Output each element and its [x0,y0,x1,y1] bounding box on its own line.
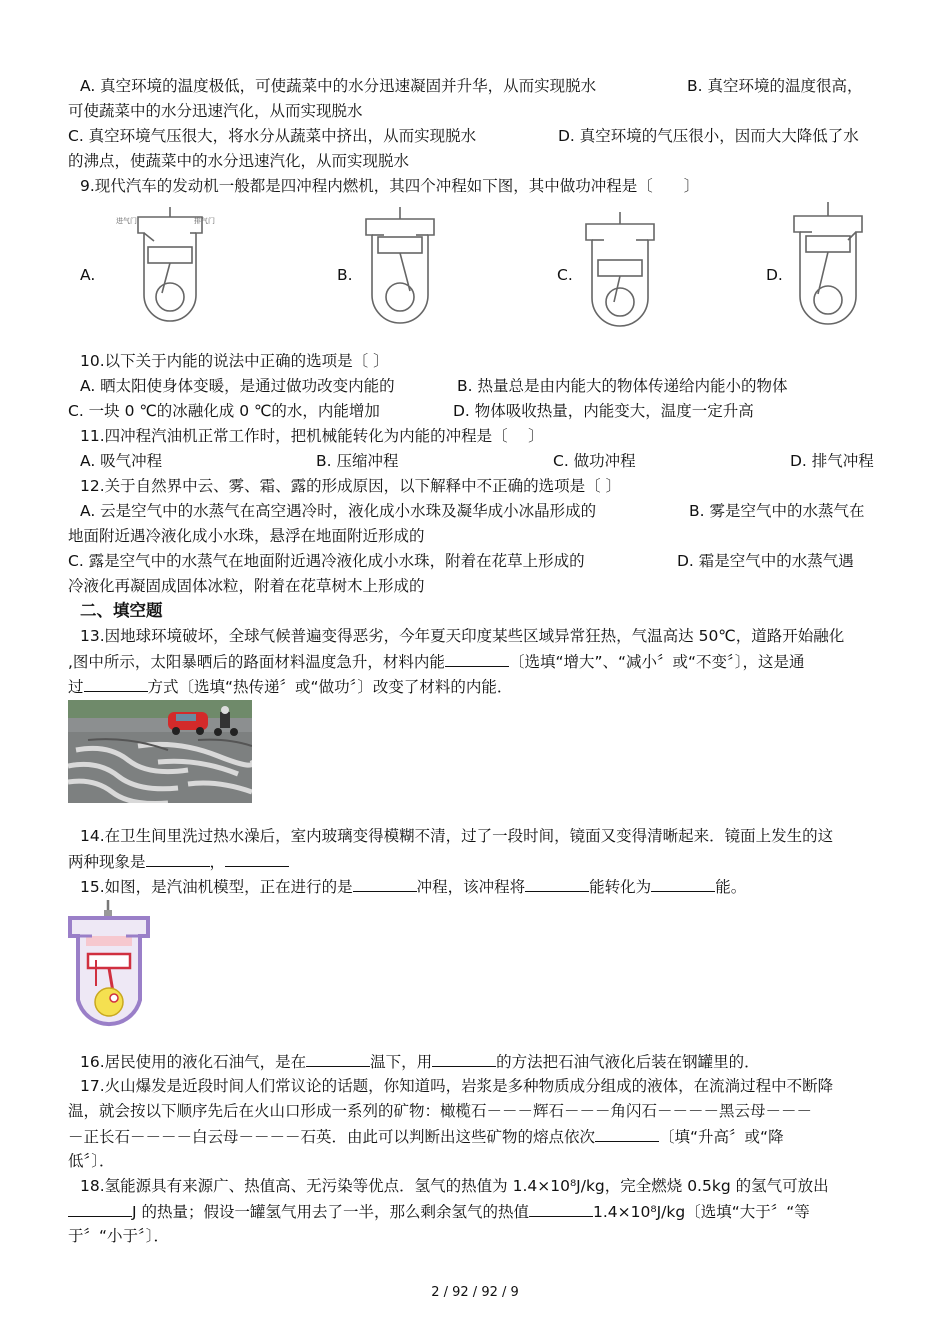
q16-text-a: 16.居民使用的液化石油气，是在 [80,1053,307,1071]
engine-diagram-b [360,205,440,325]
engine-diagram-a [110,205,230,325]
q13-text-2b: 〔选填“增大”、“减小〞或“不变〞〕，这是通 [508,653,805,671]
q12-option-b-cont: 地面附近遇冷液化成小水珠，悬浮在地面附近形成的 [68,527,425,545]
q17-line4: 低〞〕． [68,1152,115,1170]
intake-valve-label: 进气门 [116,217,137,225]
q11-option-b: B. 压缩冲程 [316,452,399,470]
q10-option-b: B. 热量总是由内能大的物体传递给内能小的物体 [457,377,788,395]
q9-label-c: C. [557,266,573,284]
q16-line [80,1050,760,1073]
gasoline-engine-model [66,898,152,1032]
q10-stem: 10.以下关于内能的说法中正确的选项是〔 〕 [80,352,389,370]
q15-blank-3[interactable] [651,875,715,892]
q13-line3 [68,675,512,698]
q16-blank-1[interactable] [306,1050,370,1067]
q14-text-2a: 两种现象是 [68,853,146,871]
q18-text-2b: 1.4×10⁸J/kg〔选填“大于〞“等 [593,1203,810,1221]
q8-option-c: C. 真空环境气压很大，将水分从蔬菜中挤出，从而实现脱水 [68,127,477,145]
q15-text-c: 能转化为 [589,878,652,896]
q17-text-3a: －正长石－－－－白云母－－－－石英．由此可以判断出这些矿物的熔点依次 [68,1128,596,1146]
q8-option-d: D. 真空环境的气压很小，因而大大降低了水 [558,127,859,145]
q18-text-2a: J 的热量；假设一罐氢气用去了一半，那么剩余氢气的热值 [132,1203,530,1221]
q17-line2: 温，就会按以下顺序先后在火山口形成一系列的矿物：橄榄石－－－辉石－－－角闪石－－－－黑云母－－－ [68,1102,813,1120]
q15-text-b: 冲程，该冲程将 [416,878,526,896]
q13-line1: 13.因地球环境破坏，全球气候普遍变得恶劣，今年夏天印度某些区域异常狂热，气温高达 50℃，道路开始融化 [80,627,845,645]
q8-option-b-cont: 可使蔬菜中的水分迅速汽化，从而实现脱水 [68,102,363,120]
q15-blank-2[interactable] [525,875,589,892]
q14-blank-2[interactable] [225,850,289,867]
q12-option-b: B. 雾是空气中的水蒸气在 [689,502,865,520]
engine-diagram-d [788,200,868,328]
q17-line3 [68,1125,784,1148]
exhaust-valve-label: 排气门 [194,217,215,225]
q18-blank-1[interactable] [68,1200,132,1217]
q15-blank-1[interactable] [353,875,417,892]
q13-line2 [68,650,805,673]
q16-text-b: 温下，用 [370,1053,433,1071]
q8-option-d-cont: 的沸点，使蔬菜中的水分迅速汽化，从而实现脱水 [68,152,410,170]
q14-line1: 14.在卫生间里洗过热水澡后，室内玻璃变得模糊不清，过了一段时间，镜面又变得清晰起来．镜面上发生的这 [80,827,834,845]
q11-stem: 11.四冲程汽油机正常工作时，把机械能转化为内能的冲程是〔 〕 [80,427,544,445]
q13-text-3a: 过 [68,678,84,696]
q15-text-a: 15.如图，是汽油机模型，正在进行的是 [80,878,353,896]
q10-option-c: C. 一块 0 ℃的冰融化成 0 ℃的水，内能增加 [68,402,380,420]
q13-text-3b: 方式〔选填“热传递〞或“做功〞〕改变了材料的内能． [147,678,513,696]
q11-option-a: A. 吸气冲程 [80,452,163,470]
q15-line [80,875,746,898]
q8-option-a: A. 真空环境的温度极低，可使蔬菜中的水分迅速凝固并升华，从而实现脱水 [80,77,597,95]
q9-label-b: B. [337,266,353,284]
q18-line2 [68,1200,810,1223]
q10-option-a: A. 晒太阳使身体变暖，是通过做功改变内能的 [80,377,395,395]
q17-line1: 17.火山爆发是近段时间人们常议论的话题，你知道吗，岩浆是多种物质成分组成的液体，在流淌过程中不断降 [80,1077,834,1095]
q9-stem: 9.现代汽车的发动机一般都是四冲程内燃机，其四个冲程如下图，其中做功冲程是〔 〕 [80,177,700,195]
q14-blank-1[interactable] [146,850,210,867]
melting-road-photo [68,700,252,803]
q13-blank-1[interactable] [445,650,509,667]
q9-label-d: D. [766,266,783,284]
q9-label-a: A. [80,266,96,284]
q12-option-a: A. 云是空气中的水蒸气在高空遇冷时，液化成小水珠及凝华成小冰晶形成的 [80,502,597,520]
engine-diagram-c [580,210,660,328]
q18-line1: 18.氢能源具有来源广、热值高、无污染等优点．氢气的热值为 1.4×10⁸J/kg，完全燃烧 0.5kg 的氢气可放出 [80,1177,829,1195]
q18-blank-2[interactable] [529,1200,593,1217]
section-title: 二、填空题 [80,601,163,620]
q18-line3: 于〞“小于〞〕． [68,1227,170,1245]
q11-option-d: D. 排气冲程 [790,452,874,470]
q16-text-c: 的方法把石油气液化后装在钢罐里的． [496,1053,760,1071]
q13-text-2a: ,图中所示，太阳暴晒后的路面材料温度急升，材料内能 [68,653,445,671]
q10-option-d: D. 物体吸收热量，内能变大，温度一定升高 [453,402,754,420]
q12-option-d-cont: 冷液化再凝固成固体冰粒，附着在花草树木上形成的 [68,577,425,595]
page-footer: 2 / 92 / 92 / 9 [431,1285,519,1300]
q14-text-2b: ， [209,853,226,871]
q15-text-d: 能。 [715,878,747,896]
q11-option-c: C. 做功冲程 [553,452,636,470]
q17-text-3b: 〔填“升高〞或“降 [659,1128,784,1146]
q12-option-c: C. 露是空气中的水蒸气在地面附近遇冷液化成小水珠，附着在花草上形成的 [68,552,585,570]
q17-blank[interactable] [595,1125,659,1142]
q12-option-d: D. 霜是空气中的水蒸气遇 [677,552,854,570]
q8-option-b: B. 真空环境的温度很高， [687,77,863,95]
q12-stem: 12.关于自然界中云、雾、霜、露的形成原因，以下解释中不正确的选项是〔 〕 [80,477,622,495]
q14-line2 [68,850,289,873]
q16-blank-2[interactable] [432,1050,496,1067]
q13-blank-2[interactable] [84,675,148,692]
